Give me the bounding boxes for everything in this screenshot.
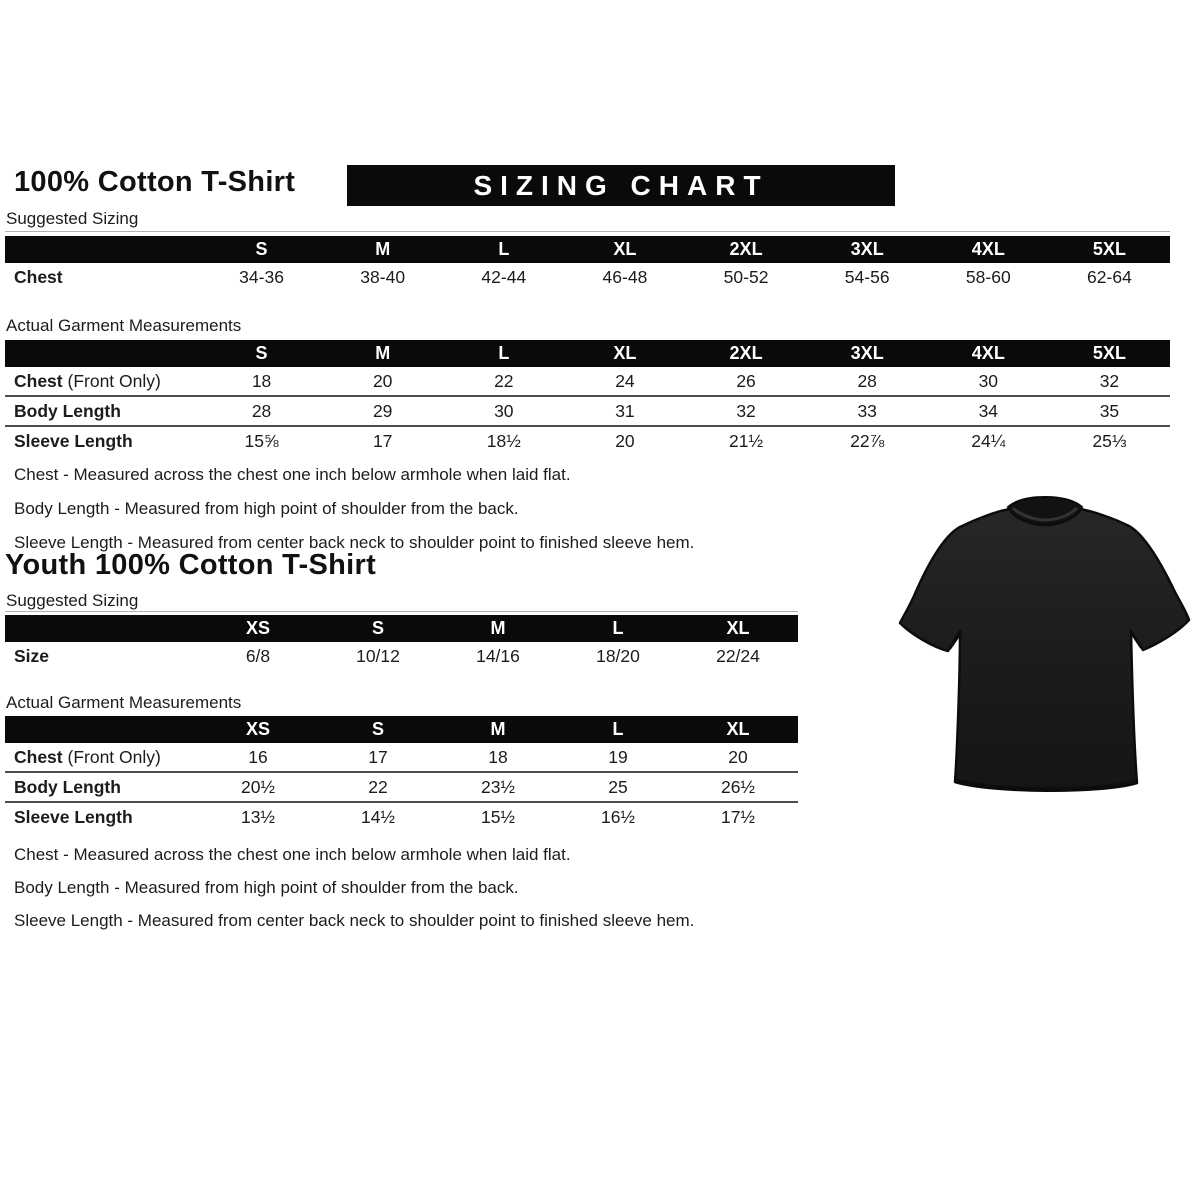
measurement-cell: 20 — [728, 746, 748, 767]
page-title: 100% Cotton T-Shirt — [14, 166, 296, 198]
measurement-cell: 25 — [608, 776, 628, 797]
size-column-header: L — [612, 719, 624, 739]
adult-suggested-sizing-label: Suggested Sizing — [6, 209, 139, 228]
measurement-cell: 16½ — [600, 806, 636, 827]
youth-suggested-sizing-table — [5, 615, 798, 670]
size-column-header: 4XL — [971, 239, 1005, 259]
measurement-cell: 22⅞ — [850, 430, 885, 451]
measurement-cell: 18½ — [486, 430, 521, 451]
size-column-header: XS — [245, 618, 270, 638]
measurement-cell: 46-48 — [602, 266, 648, 287]
size-column-header: M — [490, 618, 506, 638]
note-line: Chest - Measured across the chest one inch below armhole when laid flat. — [14, 465, 571, 484]
table-row — [5, 263, 1170, 291]
measurement-cell: 6/8 — [245, 645, 271, 666]
divider-line — [5, 611, 798, 612]
table-header-row — [5, 716, 798, 743]
measurement-cell: 18/20 — [596, 645, 640, 666]
divider-line — [5, 231, 1170, 232]
measurement-cell: 50-52 — [723, 266, 769, 287]
measurement-cell: 42-44 — [481, 266, 527, 287]
table-row — [5, 801, 798, 831]
measurement-cell: 34 — [978, 400, 999, 421]
adult-actual-measurements-label: Actual Garment Measurements — [6, 316, 242, 335]
size-column-header: S — [371, 618, 384, 638]
size-column-header: L — [498, 343, 510, 363]
note-line: Body Length - Measured from high point of shoulder from the back. — [14, 878, 519, 897]
measurement-cell: 33 — [857, 400, 877, 421]
table-row — [5, 395, 1170, 425]
size-column-header: 2XL — [729, 343, 763, 363]
table-row — [5, 743, 798, 771]
size-column-header: 4XL — [971, 343, 1005, 363]
measurement-cell: 17½ — [720, 806, 756, 827]
measurement-cell: 24 — [615, 370, 635, 391]
measurement-cell: 22 — [494, 370, 514, 391]
sizing-chart-banner: SIZING CHART — [347, 165, 895, 206]
size-column-header: S — [371, 719, 384, 739]
measurement-cell: 30 — [494, 400, 514, 421]
size-column-header: M — [375, 239, 391, 259]
measurement-cell: 32 — [736, 400, 756, 421]
measurement-cell: 10/12 — [356, 645, 400, 666]
measurement-cell: 14/16 — [476, 645, 520, 666]
youth-actual-measurements-label: Actual Garment Measurements — [6, 693, 242, 712]
measurement-cell: 29 — [372, 400, 393, 421]
size-column-header: M — [375, 343, 391, 363]
measurement-cell: 26½ — [720, 776, 756, 797]
measurement-cell: 17 — [372, 430, 393, 451]
measurement-cell: 16 — [248, 746, 268, 767]
measurement-cell: 62-64 — [1087, 266, 1132, 287]
row-label: Sleeve Length — [14, 806, 133, 827]
size-column-header: XL — [613, 239, 637, 259]
table-row — [5, 771, 798, 801]
size-column-header: 2XL — [729, 239, 763, 259]
size-column-header: S — [255, 239, 268, 259]
measurement-cell: 34-36 — [239, 266, 284, 287]
measurement-cell: 24¼ — [971, 430, 1006, 451]
table-header-row — [5, 615, 798, 642]
size-column-header: 3XL — [850, 343, 884, 363]
measurement-cell: 30 — [978, 370, 999, 391]
size-column-header: 3XL — [850, 239, 884, 259]
adult-measurement-notes — [14, 458, 694, 560]
row-label: Chest — [14, 266, 63, 287]
row-label: Size — [14, 645, 50, 666]
measurement-cell: 28 — [857, 370, 877, 391]
row-label: Chest (Front Only) — [14, 370, 161, 391]
size-column-header: 5XL — [1092, 343, 1126, 363]
size-column-header: XL — [613, 343, 637, 363]
size-column-header: M — [490, 719, 506, 739]
measurement-cell: 22 — [368, 776, 388, 797]
adult-actual-measurements-table — [5, 340, 1170, 455]
note-line: Sleeve Length - Measured from center back neck to shoulder point to finished sleeve hem. — [14, 911, 695, 930]
measurement-cell: 38-40 — [360, 266, 406, 287]
note-line: Sleeve Length - Measured from center back neck to shoulder point to finished sleeve hem. — [14, 533, 695, 552]
measurement-cell: 20½ — [240, 776, 276, 797]
table-row — [5, 367, 1170, 395]
table-row — [5, 425, 1170, 455]
tshirt-image — [893, 492, 1197, 804]
size-column-header: L — [612, 618, 624, 638]
youth-measurement-notes — [14, 838, 694, 937]
adult-suggested-sizing-table — [5, 236, 1170, 291]
row-label: Body Length — [14, 400, 121, 421]
row-label: Chest (Front Only) — [14, 746, 161, 767]
measurement-cell: 20 — [372, 370, 393, 391]
size-column-header: 5XL — [1092, 239, 1126, 259]
size-column-header: L — [498, 239, 510, 259]
measurement-cell: 18 — [251, 370, 272, 391]
youth-actual-measurements-table — [5, 716, 798, 831]
measurement-cell: 28 — [251, 400, 272, 421]
tshirt-body-shape — [900, 509, 1189, 791]
measurement-cell: 19 — [608, 746, 628, 767]
measurement-cell: 17 — [368, 746, 388, 767]
measurement-cell: 35 — [1099, 400, 1120, 421]
note-line: Body Length - Measured from high point of shoulder from the back. — [14, 499, 519, 518]
measurement-cell: 20 — [615, 430, 635, 451]
measurement-cell: 15⅝ — [244, 430, 279, 451]
size-column-header: XL — [726, 719, 750, 739]
measurement-cell: 23½ — [480, 776, 516, 797]
measurement-cell: 22/24 — [716, 645, 760, 666]
size-column-header: XS — [245, 719, 270, 739]
measurement-cell: 13½ — [240, 806, 276, 827]
size-column-header: S — [255, 343, 268, 363]
row-label: Sleeve Length — [14, 430, 133, 451]
measurement-cell: 54-56 — [844, 266, 890, 287]
measurement-cell: 18 — [488, 746, 508, 767]
youth-section-title: Youth 100% Cotton T-Shirt — [5, 549, 377, 581]
youth-suggested-sizing-label: Suggested Sizing — [6, 591, 139, 610]
measurement-cell: 26 — [736, 370, 756, 391]
table-header-row — [5, 236, 1170, 263]
row-label: Body Length — [14, 776, 121, 797]
measurement-cell: 21½ — [729, 430, 764, 451]
table-row — [5, 642, 798, 670]
measurement-cell: 31 — [615, 400, 635, 421]
measurement-cell: 25⅓ — [1092, 430, 1127, 451]
measurement-cell: 58-60 — [965, 266, 1011, 287]
note-line: Chest - Measured across the chest one inch below armhole when laid flat. — [14, 845, 571, 864]
table-header-row — [5, 340, 1170, 367]
measurement-cell: 32 — [1099, 370, 1120, 391]
size-column-header: XL — [726, 618, 750, 638]
measurement-cell: 15½ — [480, 806, 516, 827]
measurement-cell: 14½ — [360, 806, 396, 827]
